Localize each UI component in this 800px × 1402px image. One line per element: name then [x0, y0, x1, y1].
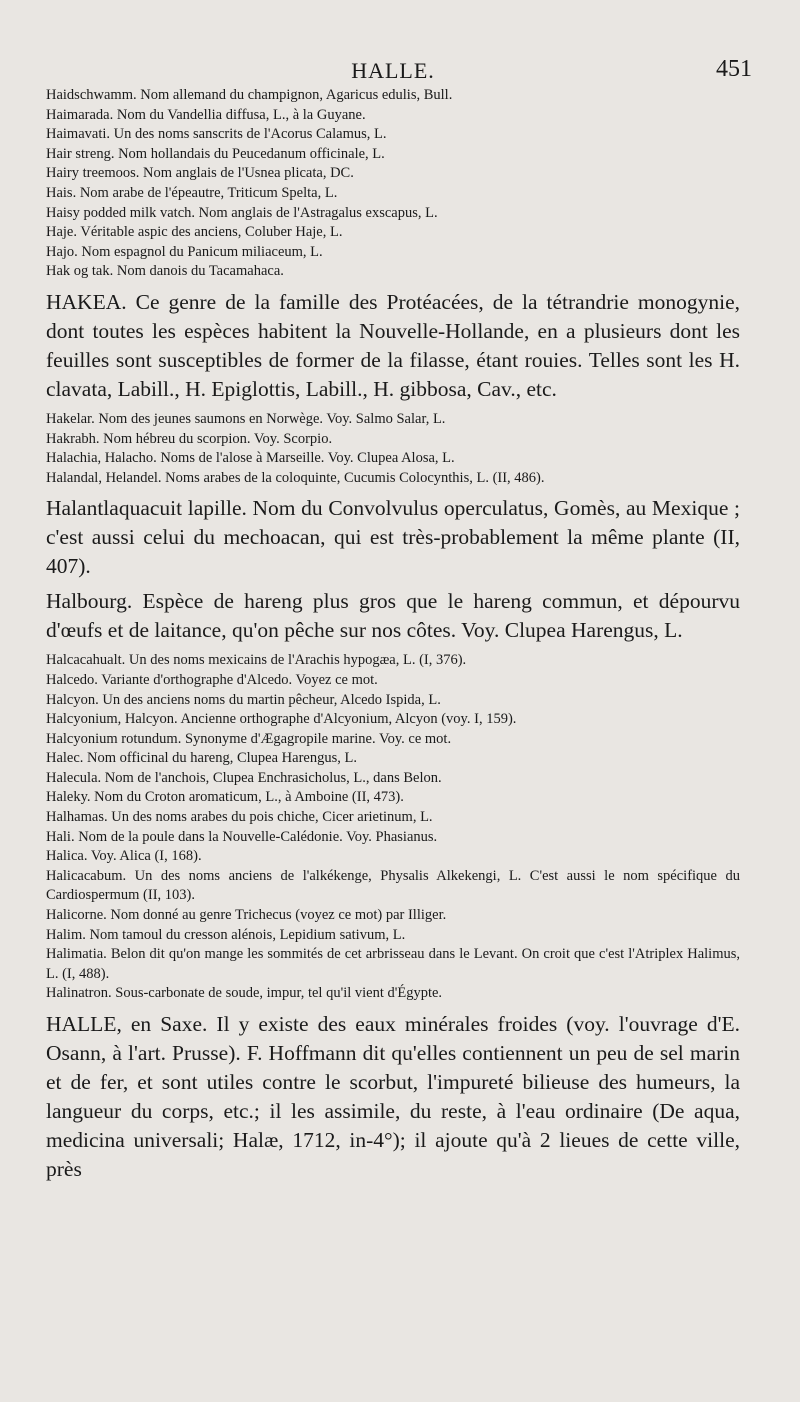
- page: [46, 56, 752, 1190]
- article-halantlaquacuit: Halantlaquacuit lapille. Nom du Convolvulus operculatus, Gomès, au Mexique ; c'est aussi celui du mechoacan, qui est très-probablement la même plante (II, 407).: [46, 496, 740, 579]
- entry: Halimatia. Belon dit qu'on mange les sommités de cet arbrisseau dans le Levant. On croit que c'est l'Atriplex Halimus, L. (I, 488).: [46, 946, 740, 982]
- entry: Hakelar. Nom des jeunes saumons en Norwège. Voy. Salmo Salar, L.: [46, 410, 446, 427]
- entry: Hair streng. Nom hollandais du Peucedanum officinale, L.: [46, 145, 385, 162]
- entry: Halcyon. Un des anciens noms du martin pêcheur, Alcedo Ispida, L.: [46, 691, 441, 708]
- running-title: HALLE.: [351, 58, 435, 83]
- page-number: 451: [716, 56, 752, 82]
- entry: Halcacahualt. Un des noms mexicains de l'Arachis hypogæa, L. (I, 376).: [46, 652, 467, 669]
- entry: Hajo. Nom espagnol du Panicum miliaceum, L.: [46, 243, 323, 260]
- entry: Haidschwamm. Nom allemand du champignon, Agaricus edulis, Bull.: [46, 87, 453, 103]
- entry: Halachia, Halacho. Noms de l'alose à Marseille. Voy. Clupea Alosa, L.: [46, 450, 455, 467]
- entry: Halandal, Helandel. Noms arabes de la coloquinte, Cucumis Colocynthis, L. (II, 486).: [46, 469, 545, 486]
- entry: Halica. Voy. Alica (I, 168).: [46, 848, 202, 865]
- entry: Haje. Véritable aspic des anciens, Coluber Haje, L.: [46, 224, 343, 241]
- entries-group-a: [46, 86, 740, 282]
- entry: Haimarada. Nom du Vandellia diffusa, L., à la Guyane.: [46, 106, 366, 123]
- entry: Hairy treemoos. Nom anglais de l'Usnea plicata, DC.: [46, 165, 354, 182]
- entries-group-b: [46, 410, 740, 488]
- entry: Haimavati. Un des noms sanscrits de l'Acorus Calamus, L.: [46, 126, 387, 143]
- article-halbourg: Halbourg. Espèce de hareng plus gros que le hareng commun, et dépourvu d'œufs et de laitance, qu'on pêche sur nos côtes. Voy. Clupea Harengus, L.: [46, 589, 740, 643]
- entry: Halicacabum. Un des noms anciens de l'alkékenge, Physalis Alkekengi, L. C'est aussi le nom spécifique du Cardiospermum (II, 103).: [46, 867, 740, 904]
- entry: Haleky. Nom du Croton aromaticum, L., à Amboine (II, 473).: [46, 789, 404, 806]
- entry: Halcyonium rotundum. Synonyme d'Ægagropile marine. Voy. ce mot.: [46, 730, 452, 747]
- entry: Halicorne. Nom donné au genre Trichecus (voyez ce mot) par Illiger.: [46, 907, 447, 924]
- entry: Hais. Nom arabe de l'épeautre, Triticum Spelta, L.: [46, 184, 338, 201]
- entry: Haisy podded milk vatch. Nom anglais de l'Astragalus exscapus, L.: [46, 204, 438, 221]
- entry: Halec. Nom officinal du hareng, Clupea Harengus, L.: [46, 750, 357, 767]
- entry: Halinatron. Sous-carbonate de soude, impur, tel qu'il vient d'Égypte.: [46, 985, 443, 1002]
- entry: Halcyonium, Halcyon. Ancienne orthographe d'Alcyonium, Alcyon (voy. I, 159).: [46, 711, 517, 728]
- entry: Halecula. Nom de l'anchois, Clupea Enchrasicholus, L., dans Belon.: [46, 769, 442, 786]
- entries-group-c: [46, 651, 740, 1004]
- article-hakea: HAKEA. Ce genre de la famille des Protéacées, de la tétrandrie monogynie, dont toutes les espèces habitent la Nouvelle-Hollande, en a plusieurs dont les feuilles sont susceptibles de former de la filasse, étant rouies. Telles sont les H. clavata, Labill., H. Epiglottis, Labill., H. gibbosa, Cav., etc.: [46, 289, 740, 401]
- running-header: [46, 56, 752, 86]
- entry: Halim. Nom tamoul du cresson alénois, Lepidium sativum, L.: [46, 926, 406, 943]
- entry: Halcedo. Variante d'orthographe d'Alcedo. Voyez ce mot.: [46, 671, 378, 688]
- entry: Halhamas. Un des noms arabes du pois chiche, Cicer arietinum, L.: [46, 809, 433, 826]
- entry: Hali. Nom de la poule dans la Nouvelle-Calédonie. Voy. Phasianus.: [46, 828, 438, 845]
- entry: Hak og tak. Nom danois du Tacamahaca.: [46, 263, 284, 280]
- article-halle: HALLE, en Saxe. Il y existe des eaux minérales froides (voy. l'ouvrage d'E. Osann, à l'art. Prusse). F. Hoffmann dit qu'elles contiennent un peu de sel marin et de fer, et sont utiles contre le scorbut, l'impureté bilieuse des humeurs, la langueur du corps, etc.; il les assimile, du reste, à l'eau ordinaire (De aqua, medicina universali; Halæ, 1712, in-4°); il ajoute qu'à 2 lieues de cette ville, près: [46, 1012, 740, 1181]
- entry: Hakrabh. Nom hébreu du scorpion. Voy. Scorpio.: [46, 430, 333, 447]
